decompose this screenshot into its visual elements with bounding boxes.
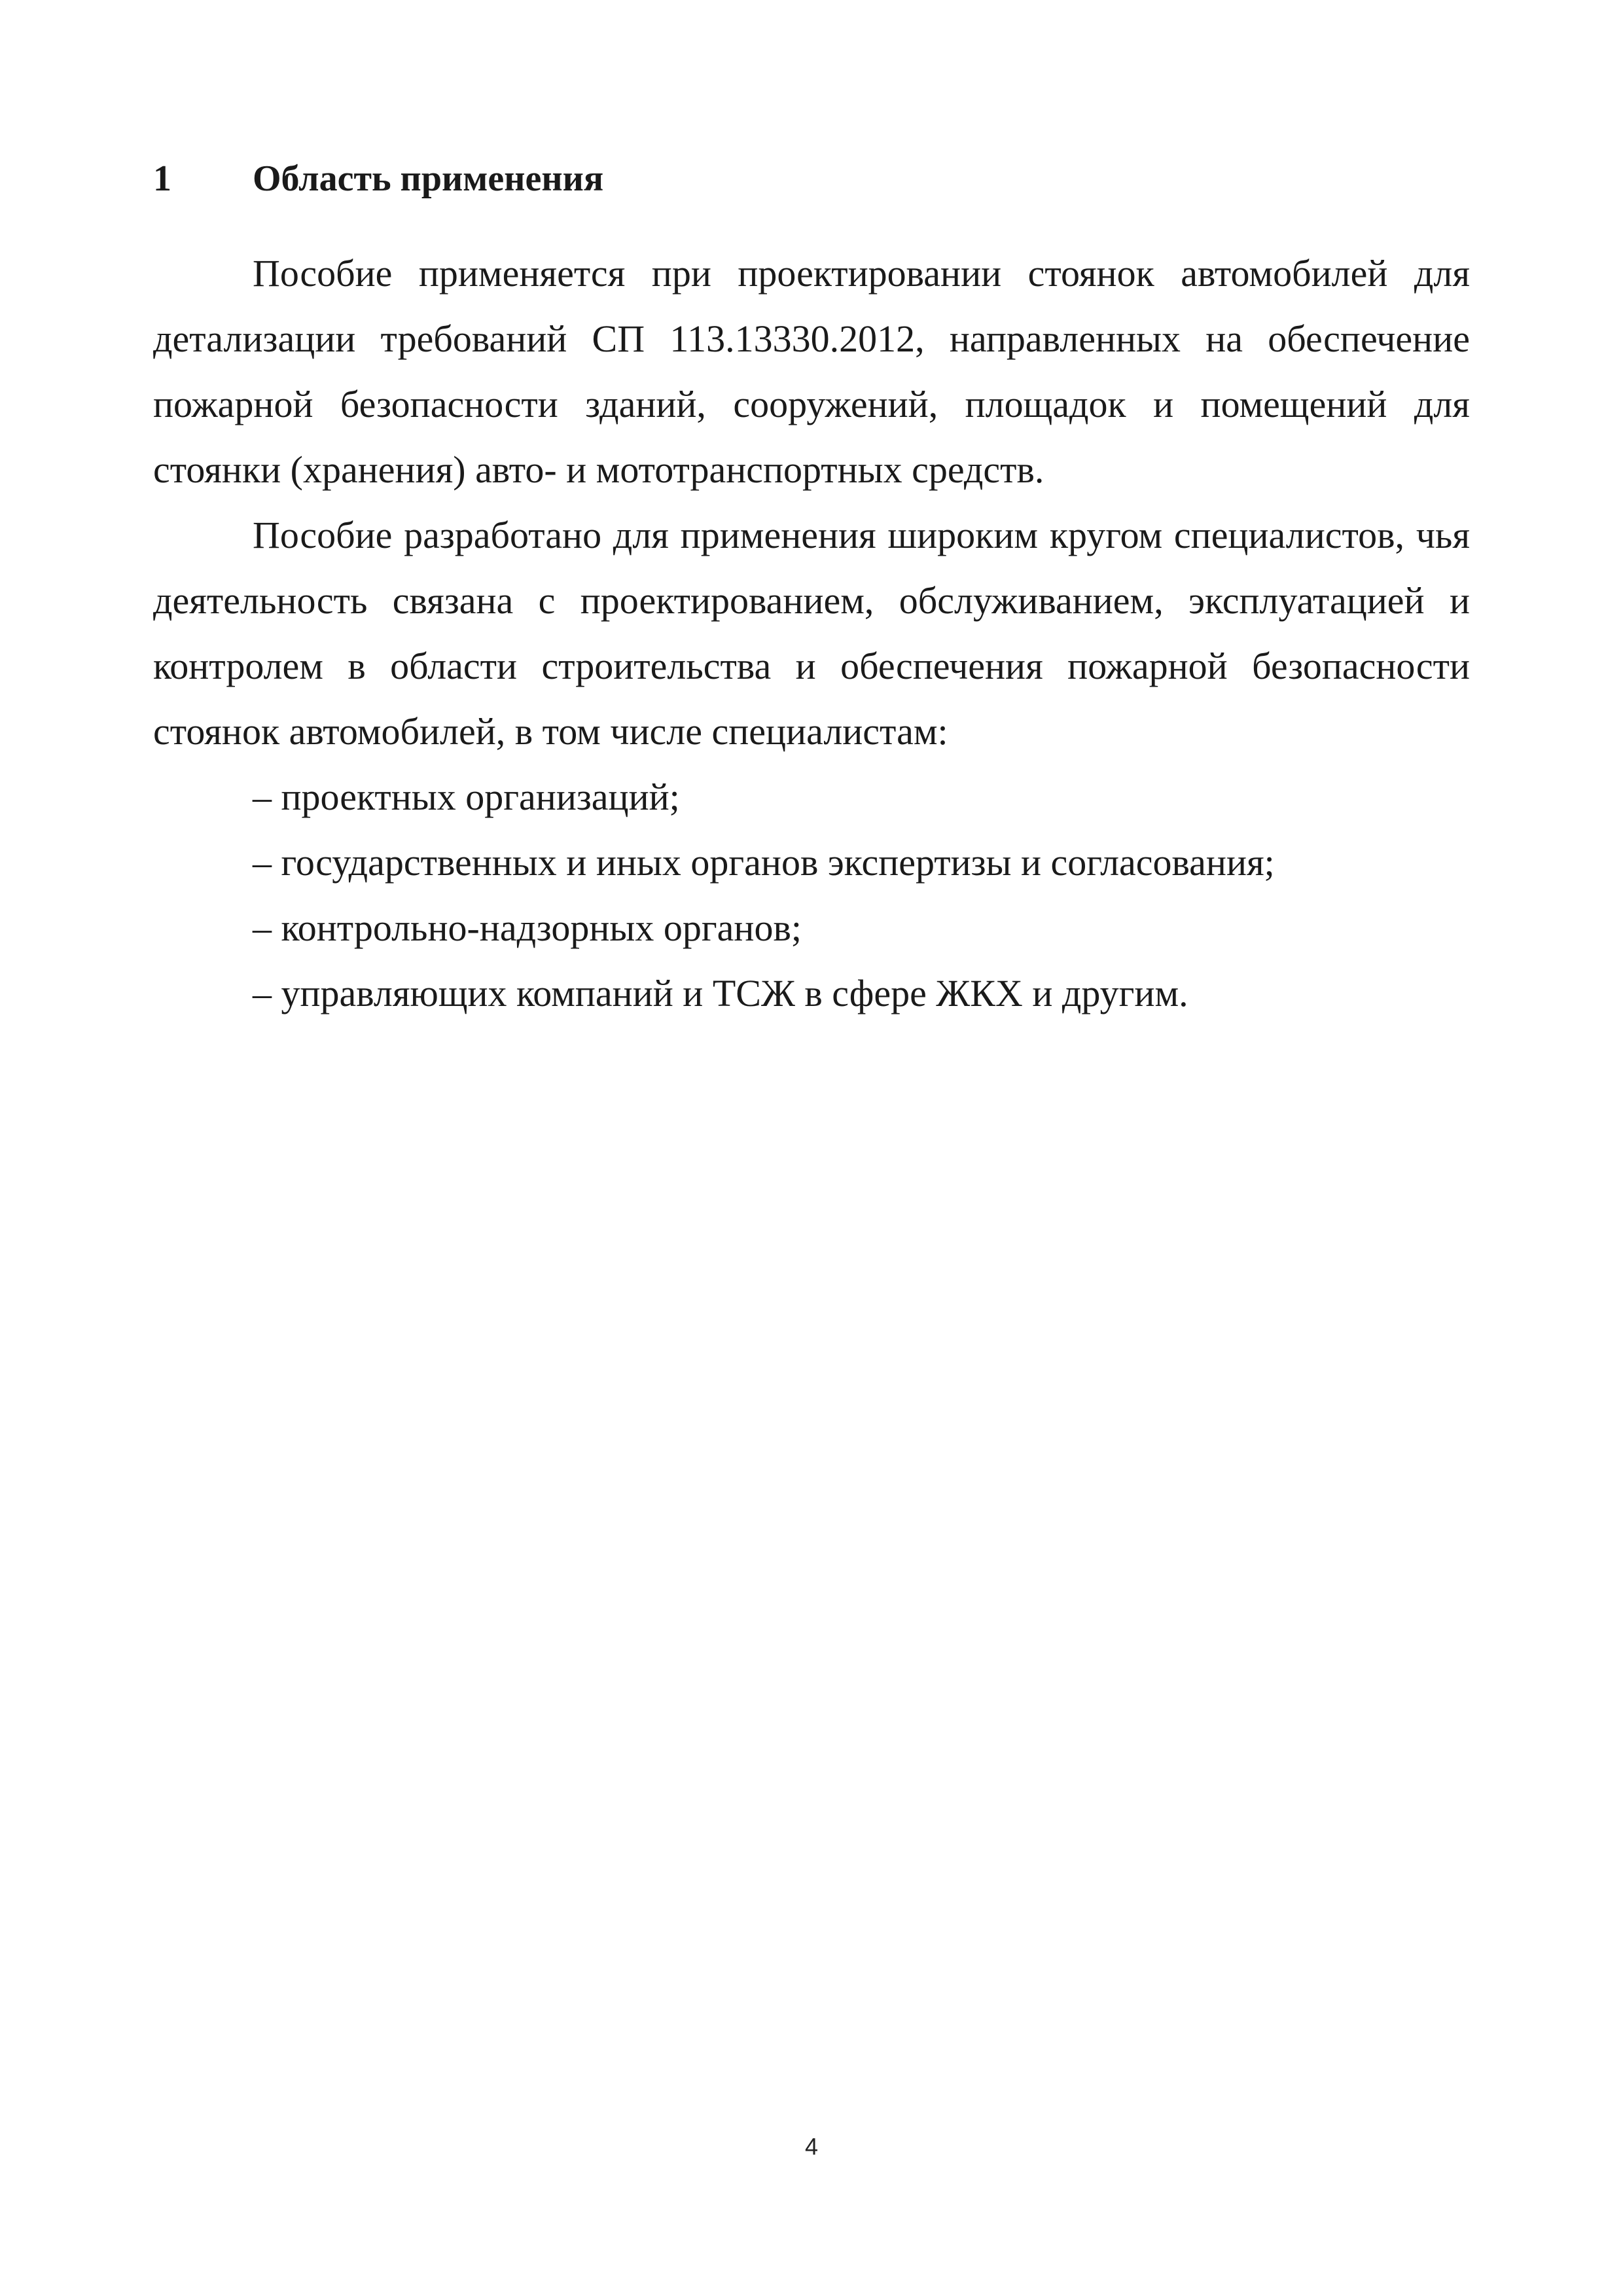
page-number: 4: [804, 2133, 819, 2160]
body-text: [153, 241, 1470, 1026]
section-heading: [153, 149, 603, 208]
list-item: – управляющих компаний и ТСЖ в сфере ЖКХ и другим.: [253, 972, 1188, 1014]
section-number: 1: [153, 158, 171, 199]
list-item: – проектных организаций;: [253, 776, 680, 818]
list-item: – контрольно-надзорных органов;: [253, 906, 802, 949]
paragraph-audience: Пособие разработано для применения широким кругом специалистов, чья деятельность связана с проектированием, обслуживанием, эксплуатацией и контролем в области строительства и обеспечения пожарной безопасности стоянок автомобилей, в том числе специалистам:: [153, 514, 1470, 753]
specialists-list: [153, 764, 1470, 1026]
section-title: Область применения: [253, 158, 604, 199]
list-item: – государственных и иных органов экспертизы и согласования;: [253, 841, 1275, 884]
paragraph-scope: Пособие применяется при проектировании стоянок автомобилей для детализации требований СП 113.13330.2012, направленных на обеспечение пожарной безопасности зданий, сооружений, площадок и помещений для стоянки (хранения) авто- и мототранспортных средств.: [153, 252, 1470, 491]
